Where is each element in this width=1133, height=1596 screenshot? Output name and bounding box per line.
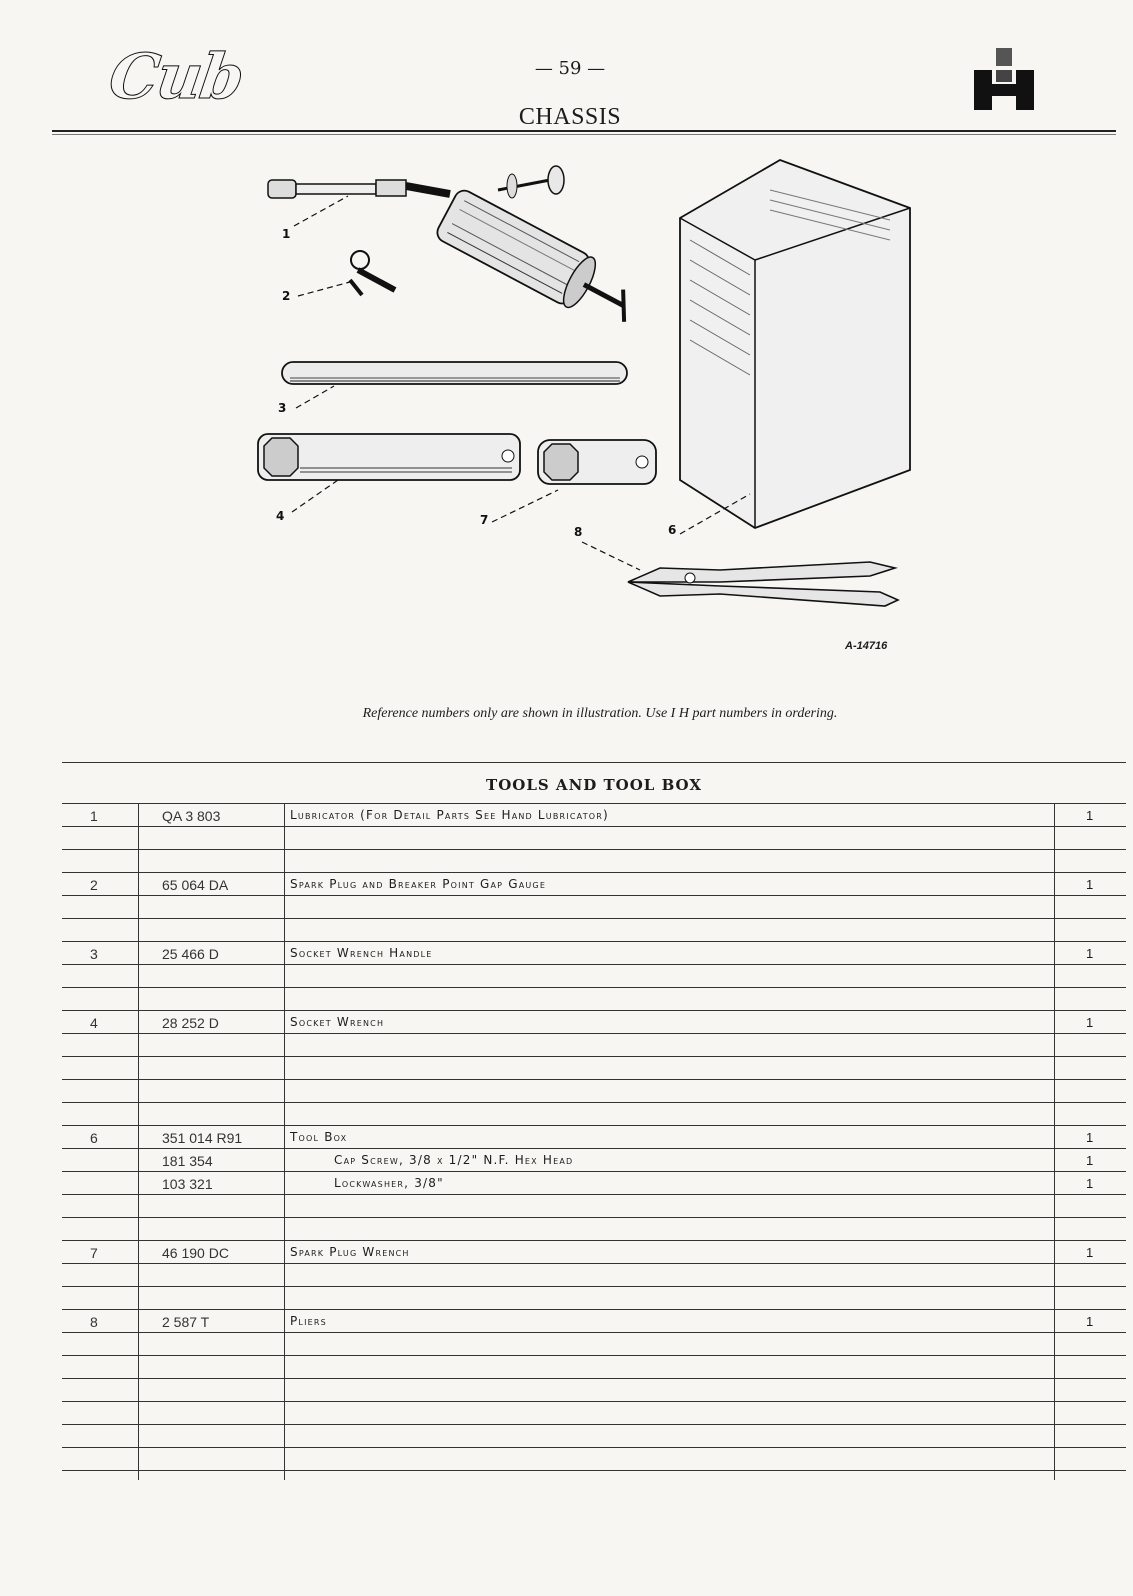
callout-6: 6	[668, 523, 677, 537]
table-row	[62, 1126, 1126, 1149]
table-row	[62, 988, 1126, 1011]
table-row	[62, 1241, 1126, 1264]
table-row	[62, 965, 1126, 988]
table-row	[62, 896, 1126, 919]
callout-1: 1	[282, 227, 291, 241]
table-row	[62, 1264, 1126, 1287]
ref-cell: 6	[90, 1130, 98, 1146]
quantity-cell: 1	[1086, 1176, 1094, 1191]
table-row	[62, 1195, 1126, 1218]
description-cell: Spark Plug and Breaker Point Gap Gauge	[290, 877, 547, 891]
reference-note: Reference numbers only are shown in illustration. Use I H part numbers in ordering.	[362, 706, 838, 721]
socket-wrench-drawing	[258, 434, 520, 480]
table-row	[62, 1172, 1126, 1195]
callout-7: 7	[480, 513, 489, 527]
description-cell: Pliers	[290, 1314, 327, 1328]
description-cell: Lubricator (For Detail Parts See Hand Lubricator)	[290, 808, 609, 822]
table-row	[62, 1310, 1126, 1333]
description-cell: Cap Screw, 3/8 x 1/2" N.F. Hex Head	[334, 1153, 574, 1167]
part-number-cell: QA 3 803	[162, 808, 221, 824]
description-cell: Socket Wrench	[290, 1015, 385, 1029]
quantity-cell: 1	[1086, 946, 1094, 961]
quantity-cell: 1	[1086, 1130, 1094, 1145]
table-top-rule	[62, 762, 1126, 763]
callout-4: 4	[276, 509, 285, 523]
part-number-cell: 65 064 DA	[162, 877, 229, 893]
part-number-cell: 103 321	[162, 1176, 213, 1192]
section-title: CHASSIS	[518, 104, 622, 130]
part-number-cell: 2 587 T	[162, 1314, 210, 1330]
ref-cell: 1	[90, 808, 98, 824]
table-row	[62, 1034, 1126, 1057]
table-row	[62, 804, 1126, 827]
table-row	[62, 942, 1126, 965]
toolbox-drawing	[680, 160, 910, 528]
quantity-cell: 1	[1086, 1153, 1094, 1168]
table-row	[62, 827, 1126, 850]
ih-logo-icon	[974, 48, 1034, 110]
ref-cell: 2	[90, 877, 98, 893]
lubricator-drawing	[268, 166, 644, 334]
ref-cell: 8	[90, 1314, 98, 1330]
gauge-drawing	[350, 251, 395, 295]
callout-8: 8	[574, 525, 583, 539]
description-cell: Lockwasher, 3/8"	[334, 1176, 444, 1190]
table-row	[62, 1379, 1126, 1402]
description-cell: Tool Box	[290, 1130, 348, 1144]
ref-cell: 3	[90, 946, 98, 962]
table-title: TOOLS AND TOOL BOX	[486, 776, 702, 794]
table-row	[62, 1057, 1126, 1080]
spark-plug-wrench-drawing	[538, 440, 656, 484]
tools-illustration	[250, 150, 920, 630]
description-cell: Socket Wrench Handle	[290, 946, 433, 960]
table-row	[62, 1448, 1126, 1471]
part-number-cell: 25 466 D	[162, 946, 219, 962]
table-row	[62, 1356, 1126, 1379]
quantity-cell: 1	[1086, 1015, 1094, 1030]
quantity-cell: 1	[1086, 877, 1094, 892]
ref-cell: 7	[90, 1245, 98, 1261]
part-number-cell: 181 354	[162, 1153, 213, 1169]
table-row	[62, 1218, 1126, 1241]
header-rule	[52, 130, 1116, 132]
callout-3: 3	[278, 401, 287, 415]
header-rule-thin	[52, 134, 1116, 135]
quantity-cell: 1	[1086, 808, 1094, 823]
part-number-cell: 351 014 R91	[162, 1130, 243, 1146]
figure-number: A-14716	[845, 640, 888, 652]
table-row	[62, 850, 1126, 873]
table-row	[62, 1287, 1126, 1310]
description-cell: Spark Plug Wrench	[290, 1245, 410, 1259]
quantity-cell: 1	[1086, 1245, 1094, 1260]
handle-drawing	[282, 362, 627, 384]
pliers-drawing	[628, 562, 898, 606]
callout-2: 2	[282, 289, 291, 303]
page-number: — 59 —	[534, 58, 606, 79]
part-number-cell: 28 252 D	[162, 1015, 219, 1031]
table-row	[62, 1149, 1126, 1172]
part-number-cell: 46 190 DC	[162, 1245, 229, 1261]
table-row	[62, 1080, 1126, 1103]
table-row	[62, 873, 1126, 896]
table-row	[62, 1402, 1126, 1425]
table-row	[62, 1103, 1126, 1126]
table-row	[62, 919, 1126, 942]
table-rows	[62, 804, 1126, 1471]
table-row	[62, 1333, 1126, 1356]
ref-cell: 4	[90, 1015, 98, 1031]
quantity-cell: 1	[1086, 1314, 1094, 1329]
table-row	[62, 1425, 1126, 1448]
cub-logo: Cub	[104, 40, 247, 113]
table-row	[62, 1011, 1126, 1034]
